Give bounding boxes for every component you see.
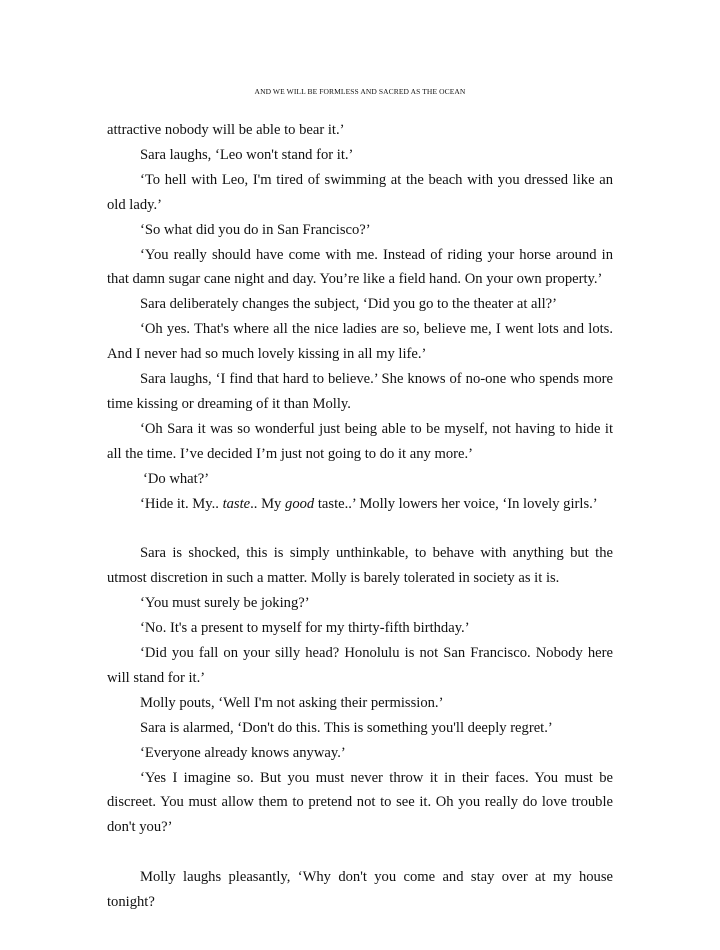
paragraph: ‘So what did you do in San Francisco?’ bbox=[140, 221, 371, 238]
paragraph: ‘Do what?’ bbox=[143, 470, 210, 487]
body-text bbox=[107, 118, 613, 915]
paragraph: Sara laughs, ‘I find that hard to believe.’ She knows of no-one who spends more time kissing or dreaming of it than Molly. bbox=[107, 371, 613, 412]
running-header: AND WE WILL BE FORMLESS AND SACRED AS THE OCEAN bbox=[254, 87, 466, 96]
paragraph: ‘You must surely be joking?’ bbox=[140, 595, 310, 612]
paragraph-taste bbox=[107, 492, 613, 517]
paragraph: Sara is shocked, this is simply unthinkable, to behave with anything but the utmost discretion in such a matter. Molly is barely tolerated in society as it is. bbox=[107, 545, 613, 587]
paragraph: attractive nobody will be able to bear it.’ bbox=[107, 122, 345, 138]
paragraph: ‘To hell with Leo, I'm tired of swimming at the beach with you dressed like an old lady.’ bbox=[107, 171, 613, 213]
paragraph: Molly pouts, ‘Well I'm not asking their permission.’ bbox=[140, 694, 444, 711]
text-run: .. My bbox=[250, 495, 286, 512]
text-run: taste..’ Molly lowers her voice, ‘In lovely girls.’ bbox=[314, 495, 598, 512]
italic-run: good bbox=[285, 495, 315, 512]
section-gap bbox=[107, 840, 613, 865]
paragraph: Sara is alarmed, ‘Don't do this. This is something you'll deeply regret.’ bbox=[140, 719, 553, 736]
paragraph: Molly laughs pleasantly, ‘Why don't you come and stay over at my house tonight? bbox=[107, 869, 613, 911]
paragraph: Sara deliberately changes the subject, ‘Did you go to the theater at all?’ bbox=[140, 296, 557, 313]
paragraph: ‘Oh yes. That's where all the nice ladies are so, believe me, I went lots and lots. And I never had so much lovely kissing in all my life.’ bbox=[107, 321, 613, 363]
section-gap bbox=[107, 517, 613, 542]
paragraph: Sara laughs, ‘Leo won't stand for it.’ bbox=[140, 146, 354, 163]
paragraph: ‘Everyone already knows anyway.’ bbox=[140, 744, 346, 761]
paragraph: ‘Yes I imagine so. But you must never throw it in their faces. You must be discreet. You must allow them to pretend not to see it. Oh you really do love trouble don't you?’ bbox=[107, 769, 613, 836]
text-run: ‘Hide it. My.. bbox=[140, 495, 223, 512]
paragraph: ‘Oh Sara it was so wonderful just being able to be myself, not having to hide it all the time. I’ve decided I’m just not going to do it any more.’ bbox=[107, 420, 613, 462]
paragraph: ‘Did you fall on your silly head? Honolulu is not San Francisco. Nobody here will stand for it.’ bbox=[107, 645, 613, 686]
paragraph: ‘You really should have come with me. Instead of riding your horse around in that damn sugar cane night and day. You’re like a field hand. On your own property.’ bbox=[107, 246, 613, 288]
italic-run: taste bbox=[222, 495, 251, 512]
paragraph: ‘No. It's a present to myself for my thirty-fifth birthday.’ bbox=[140, 620, 470, 637]
